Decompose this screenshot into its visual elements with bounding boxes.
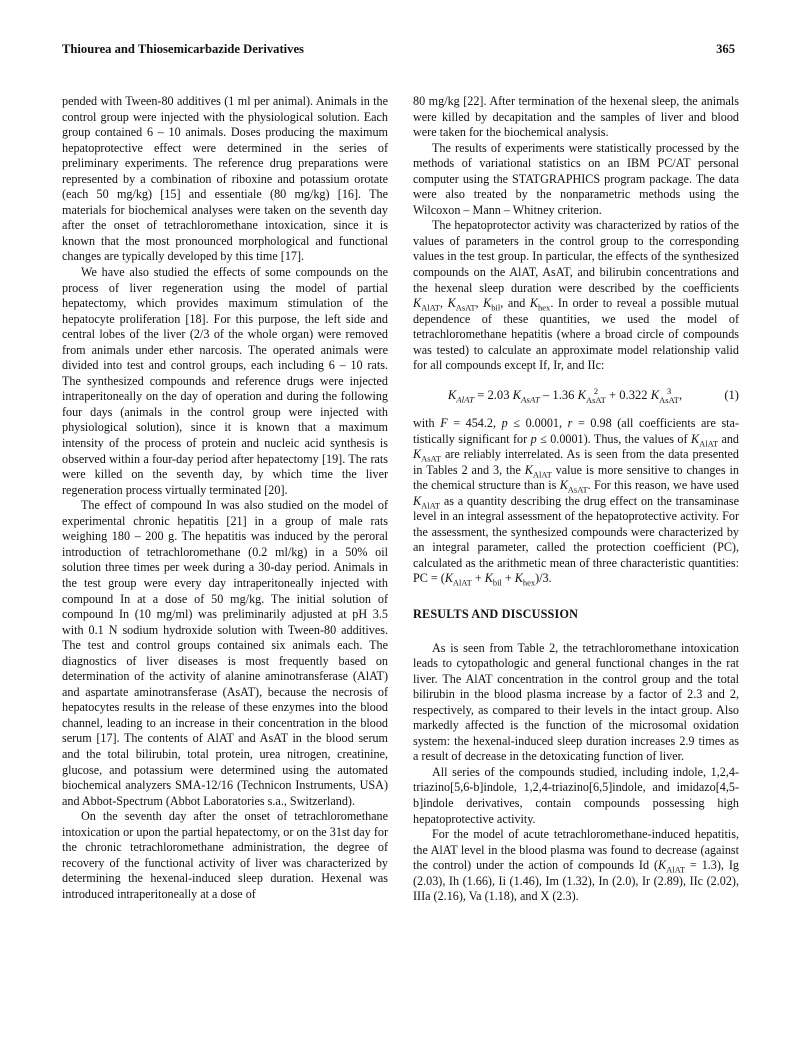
symbol-p: p	[530, 431, 537, 446]
superscript: 2	[593, 385, 599, 396]
paragraph: All series of the compounds studied, including indole, 1,2,4-triazino[5,6-b]indole, 1,2,4-triazino[6,5]indole, and imidazo[4,5-b]indole derivatives, contain compounds possessing high hepatoprotective activity.	[413, 764, 739, 826]
text-run: , and	[500, 296, 530, 311]
subscript: AsAT	[455, 302, 476, 313]
right-column	[413, 94, 739, 905]
running-header	[62, 42, 735, 60]
text-run: . For this reason, we have used	[587, 478, 740, 493]
subscript: AlAT	[421, 302, 440, 313]
subscript: hex	[522, 577, 536, 588]
left-column	[62, 94, 388, 902]
symbol-r: r	[567, 415, 573, 430]
text-run: )/3.	[535, 571, 552, 586]
subscript: AlAT	[421, 500, 440, 511]
subscript: bil	[491, 302, 501, 313]
paragraph: The results of experiments were statistically processed by the methods of variational statistics on an IBM PC/AT personal computer using the STATGRAPHICS program package. The data were also treated by the nonparametric methods using the Wilcoxon – Mann – Whitney criterion.	[413, 140, 739, 217]
subscript: AlAT	[532, 469, 552, 480]
symbol-k: K	[444, 571, 453, 586]
text-run: = 1.3), Ig (2.03), Ih (1.66), Ii (1.46), Im (1.32), In (2.0), Ir (2.89), IIc (2.02), IIIa (2.16), Va (1.18), and X (2.3).	[413, 858, 739, 904]
equation-text: + 0.322	[605, 387, 651, 402]
symbol-f: F	[440, 415, 448, 430]
text-run: are reliably interrelated. As is seen from the data presented in Tables 2 and 3, the	[413, 447, 739, 477]
page-number: 365	[716, 42, 735, 56]
symbol-k: K	[413, 493, 422, 508]
symbol-k: K	[413, 296, 422, 311]
text-run: ≤ 0.0001). Thus, the values of	[536, 431, 692, 446]
symbol-k: K	[512, 387, 522, 402]
subscript: AlAT	[699, 437, 719, 448]
text-run: = 454.2,	[447, 415, 502, 430]
text-run: ≤ 0.0001,	[507, 415, 568, 430]
symbol-k: K	[483, 296, 492, 311]
symbol-k: K	[447, 296, 456, 311]
paragraph: The effect of compound In was also studied on the model of experimental chronic hepatitis [21] in a group of male rats weighing 180 – 200 g. The hepatitis was induced by the peroral introduction of tetrachloromethane (0.2 ml/kg) in a 50% oil solution three times per week during a 30-day period. Animals in the test group were every day intraperitoneally injected with compound In at a dose of 50 mg/kg. The initial solution of compound In (10 mg/ml) was preliminarily adjusted at pH 3.5 with 0.1 N sodium hydroxide solution with Tween-80 additives. The test and control groups contained six animals each. The diagnostics of liver diseases is most frequently based on determination of the activity of alanine aminotransferase (AlAT) and aspartate aminotransferase (AsAT), because the necrosis of hepatocytes results in the release of these enzymes into the blood channel, leading to an increase in their concentration in the blood serum [17]. The contents of AlAT and AsAT in the blood serum and the total bilirubin, total protein, urea nitrogen, creatinine, glucose, and potassium were determined using the automated biochemical analyzers SMA-12/16 (Technicon Instruments, USA) and Abbot-Spectrum (Abbot Laboratories s.a., Switzerland).	[62, 498, 388, 808]
paragraph	[413, 416, 739, 587]
text-run: . In order to reveal a possible mutual dependence of these quantities, we used the model of tetrachloromethane hepatitis (where a broad circle of compounds was tested) to calculate an approximate model relationship valid for all compounds except If, Ir, and IIc:	[413, 296, 739, 373]
subscript: AlAT	[456, 394, 475, 405]
symbol-k: K	[650, 387, 660, 402]
equation-1	[413, 386, 739, 405]
symbol-k: K	[691, 431, 700, 446]
text-run: For the model of acute tetrachloromethane-induced hepatitis, the AlAT level in the blood plasma was found to decrease (against the control) under the action of compounds Id (	[413, 827, 739, 873]
paragraph	[413, 827, 739, 905]
equation-text: – 1.36	[539, 387, 578, 402]
subscript: bil	[492, 577, 502, 588]
text-run: The hepatoprotector activity was characterized by ratios of the values of parameters in the control group to the corresponding values in the test group. In particular, the effects of the synthesized compounds on the AlAT, AsAT, and bilirubin concentrations and the hexenal sleep duration were described by the coefficients	[413, 218, 739, 295]
symbol-k: K	[484, 571, 493, 586]
text-run: as a quantity describing the drug effect on the transaminase level in an integral assessment of the hepatoprotective activity. For the assessment, the synthesized compounds were characterized by an integral parameter, called the protection coefficient (PC), calculated as the arithmetic mean of three characteristic quantities: PC = (	[413, 493, 739, 586]
subscript: AsAT	[659, 394, 679, 405]
symbol-k: K	[413, 447, 422, 462]
paragraph: The hepatoprotector activity was characterized by ratios of the values of parameters in the control group to the corresponding values in the test group. In particular, the effects of the synthesized compounds on the AlAT, AsAT, and bilirubin concentrations and the hexenal sleep duration were described by the coefficients $K_{AlAT}$, $K_{AsAT}$, $K_{bil}$, and $K_{hex}$. In order to reveal a possible mutual dependence of these quantities, we used the model of tetrachloromethane hepatitis (where a broad circle of compounds was tested) to calculate an approximate model relationship valid for all compounds except If, Ir, and IIc:	[413, 218, 739, 373]
text-run: with	[413, 415, 441, 430]
subscript: AsAT	[521, 394, 540, 405]
section-heading: RESULTS AND DISCUSSION	[413, 606, 579, 621]
paragraph: We have also studied the effects of some compounds on the process of liver regeneration using the model of partial hepatectomy, which provides maximum stimulation of the hepatocyte proliferation [18]. For this purpose, the left side and central lobes of the liver (2/3 of the whole organ) were removed from animals under ether narcosis. The operated animals were divided into test and control groups, each including 6 – 10 rats. The synthesized compounds and reference drugs were injected intraperitoneally on the day of operation and during the following four days (animals in the control group were injected with physiological solution), since it is known that a maximum intensity of the process of protein and nucleic acid synthesis is observed within a four-day period after hepatectomy [19]. The rats were killed on the seventh day, by which time the liver regeneration process virtually terminated [20].	[62, 265, 388, 497]
paragraph: 80 mg/kg [22]. After termination of the hexenal sleep, the animals were killed by decapitation and the samples of liver and blood were taken for the biochemical analysis.	[413, 94, 739, 140]
paragraph: On the seventh day after the onset of tetrachloromethane intoxication or upon the partial hepatectomy, or on the 31st day for the chronic tetrachloromethane administration, the degree of recovery of the functional activity of liver was characterized by determining the hexenal-induced sleep duration. Hexenal was introduced intraperitoneally at a dose of	[62, 809, 388, 901]
text-run: = 0.98 (all coefficients are statistically significant for	[413, 415, 739, 446]
subscript: AsAT	[567, 484, 588, 495]
text-run: value is more sensitive to changes in the chemical structure than is	[413, 462, 739, 493]
symbol-k: K	[447, 387, 457, 402]
symbol-k: K	[514, 571, 523, 586]
symbol-k: K	[658, 858, 667, 873]
running-title: Thiourea and Thiosemicarbazide Derivatives	[62, 42, 304, 56]
equation-text: = 2.03	[474, 387, 513, 402]
equation-body	[413, 386, 711, 405]
subscript: AsAT	[421, 453, 441, 464]
symbol-p: p	[501, 415, 508, 430]
text-run: +	[471, 571, 485, 586]
text-run: +	[501, 571, 515, 586]
subscript: AlAT	[452, 577, 472, 588]
subscript: AlAT	[666, 864, 686, 875]
subscript: AsAT	[586, 394, 606, 405]
superscript: 3	[666, 385, 672, 396]
subscript: hex	[538, 302, 551, 313]
paragraph: As is seen from Table 2, the tetrachloromethane intoxication leads to cytopathologic and general functional changes in the rat liver. The AlAT concentration in the control group and the total bilirubin in the blood plasma increase by a factor of 2.3 and 2, respectively, as compared to their levels in the intact group. Also markedly affected is the function of the microsomal oxidation system: the hexenal-induced sleep duration increases 2.9 times as a result of decrease in the detoxicating function of liver.	[413, 640, 739, 764]
symbol-k: K	[559, 478, 568, 493]
symbol-k: K	[524, 462, 533, 477]
symbol-k: K	[577, 387, 587, 402]
equation-text: ,	[679, 387, 683, 402]
paragraph: pended with Tween-80 additives (1 ml per animal). Animals in the control group were injected with the physiological solution. Each group contained 6 – 10 animals. Doses producing the maximum hepatoprotective effect were determined in the series of preliminary experiments. The reference drug preparations were represented by a combination of riboxine and potassium orotate (each 50 mg/kg) [15] and essentiale (80 mg/kg) [16]. The materials for biochemical analyses were taken on the seventh day after the onset of tetrachloromethane intoxication, since it is known that the most pronounced morphological and functional changes are typically developed by this time [17].	[62, 94, 388, 264]
equation-number: (1)	[724, 387, 739, 402]
symbol-k: K	[529, 296, 539, 311]
text-run: and	[718, 431, 739, 446]
